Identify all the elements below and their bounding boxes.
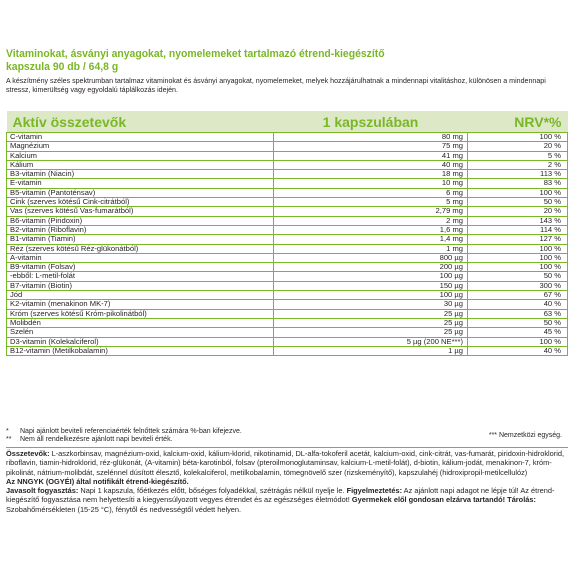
ingredient-amount: 75 mg — [274, 142, 468, 151]
table-row — [7, 235, 568, 244]
ingredient-name: Szelén — [7, 328, 274, 337]
ingredient-nrv: 100 % — [468, 337, 568, 346]
ingredient-name: Króm (szerves kötésű Króm-pikolinátból) — [7, 309, 274, 318]
notification-text — [6, 477, 568, 486]
ingredient-amount: 1 mg — [274, 244, 468, 253]
footnote-text: Napi ajánlott beviteli referenciaérték felnőttek számára %-ban kifejezve. — [20, 428, 242, 435]
ingredient-name: Vas (szerves kötésű Vas-fumarátból) — [7, 207, 274, 216]
ingredient-nrv: 45 % — [468, 328, 568, 337]
table-row — [7, 170, 568, 179]
ingredient-nrv: 67 % — [468, 291, 568, 300]
ingredient-name: Jód — [7, 291, 274, 300]
ingredient-nrv: 40 % — [468, 346, 568, 355]
ogyei-text: Az NNGYK (OGYÉI) által notifikált étrend-kiegészítő. — [6, 476, 189, 486]
ingredient-name: -ebből: L-metil-folát — [7, 272, 274, 281]
ingredient-name: B5-vitamin (Pantoténsav) — [7, 188, 274, 197]
ingredient-name: B2-vitamin (Riboflavin) — [7, 225, 274, 234]
kids-warning: Gyermekek elől gondosan elzárva tartandó! — [351, 495, 506, 505]
footnotes — [6, 428, 568, 448]
ingredient-nrv: 40 % — [468, 300, 568, 309]
table-row — [7, 133, 568, 142]
table-row — [7, 300, 568, 309]
header-nrv: NRV*% — [468, 111, 568, 133]
ingredient-nrv: 127 % — [468, 235, 568, 244]
ingredient-name: Molibdén — [7, 318, 274, 327]
header-active-ingredients: Aktív összetevők — [7, 111, 274, 133]
table-row — [7, 151, 568, 160]
table-row — [7, 216, 568, 225]
footnote-mark: * — [6, 428, 9, 435]
table-body — [7, 133, 568, 356]
ingredient-nrv: 100 % — [468, 244, 568, 253]
ingredient-amount: 6 mg — [274, 188, 468, 197]
header — [6, 48, 568, 95]
table-row — [7, 337, 568, 346]
table-row — [7, 263, 568, 272]
ingredient-name: D3-vitamin (Kolekalciferol) — [7, 337, 274, 346]
ingredient-amount: 5 µg (200 NE***) — [274, 337, 468, 346]
header-per-capsule: 1 kapszulában — [274, 111, 468, 133]
ingredient-amount: 2 mg — [274, 216, 468, 225]
ingredient-nrv: 63 % — [468, 309, 568, 318]
ingredient-name: B6-vitamin (Piridoxin) — [7, 216, 274, 225]
warning-label: Figyelmeztetés: — [346, 486, 403, 496]
table-row — [7, 142, 568, 151]
nutrition-table — [6, 111, 568, 356]
dose-text: Napi 1 kapszula, főétkezés előtt, bőséges folyadékkal, szétrágás nélkül nyelje le. — [78, 486, 347, 496]
ingredient-nrv: 300 % — [468, 281, 568, 290]
usage-paragraph — [6, 486, 568, 514]
ingredient-nrv: 5 % — [468, 151, 568, 160]
footnote-1 — [6, 428, 568, 436]
ingredient-amount: 800 µg — [274, 253, 468, 262]
ingredient-nrv: 100 % — [468, 188, 568, 197]
ingredient-amount: 100 µg — [274, 291, 468, 300]
ingredient-name: B12-vitamin (Metilkobalamin) — [7, 346, 274, 355]
ingredient-name: B7-vitamin (Biotin) — [7, 281, 274, 290]
ingredient-amount: 80 mg — [274, 133, 468, 142]
ingredient-nrv: 50 % — [468, 198, 568, 207]
ingredient-nrv: 20 % — [468, 142, 568, 151]
storage-label: Tárolás: — [505, 495, 536, 505]
ingredients-label: Összetevők: — [6, 449, 50, 458]
ingredient-nrv: 50 % — [468, 272, 568, 281]
product-info — [6, 449, 568, 514]
table-header-row — [7, 111, 568, 133]
ingredient-nrv: 50 % — [468, 318, 568, 327]
ingredient-amount: 5 mg — [274, 198, 468, 207]
storage-text: Szobahőmérsékleten (15-25 °C), fénytől és nedvességtől védett helyen. — [6, 504, 242, 514]
footnote-mark: ** — [6, 436, 12, 443]
ingredient-name: Réz (szerves kötésű Réz-glükonátból) — [7, 244, 274, 253]
ingredient-name: E-vitamin — [7, 179, 274, 188]
ingredient-name: B1-vitamin (Tiamin) — [7, 235, 274, 244]
ingredient-amount: 25 µg — [274, 318, 468, 327]
dose-label: Javasolt fogyasztás: — [6, 486, 79, 496]
ingredient-nrv: 2 % — [468, 160, 568, 169]
ingredient-amount: 10 mg — [274, 179, 468, 188]
divider — [6, 447, 568, 448]
ingredient-amount: 2,79 mg — [274, 207, 468, 216]
table-row — [7, 309, 568, 318]
ingredient-amount: 150 µg — [274, 281, 468, 290]
table-row — [7, 207, 568, 216]
ingredient-amount: 40 mg — [274, 160, 468, 169]
ingredient-amount: 1,4 mg — [274, 235, 468, 244]
table-row — [7, 272, 568, 281]
footnote-2 — [6, 436, 568, 444]
ingredient-name: Magnézium — [7, 142, 274, 151]
product-title: Vitaminokat, ásványi anyagokat, nyomelemeket tartalmazó étrend-kiegészítő — [6, 48, 385, 60]
table-row — [7, 179, 568, 188]
ingredient-amount: 18 mg — [274, 170, 468, 179]
ingredient-nrv: 100 % — [468, 263, 568, 272]
ingredient-amount: 30 µg — [274, 300, 468, 309]
ingredient-nrv: 100 % — [468, 133, 568, 142]
ingredient-amount: 100 µg — [274, 272, 468, 281]
ingredient-nrv: 143 % — [468, 216, 568, 225]
ingredient-nrv: 83 % — [468, 179, 568, 188]
ingredient-amount: 1,6 mg — [274, 225, 468, 234]
ingredient-name: B3-vitamin (Niacin) — [7, 170, 274, 179]
table-row — [7, 253, 568, 262]
ingredients-text: L-aszkorbinsav, magnézium-oxid, kalcium-oxid, kálium-klorid, nikotinamid, DL-alfa-tokoferil acetát, kalcium-oxid, cink-citrát, vas-fumarát, piridoxin-hidroklorid, riboflavin, tiamin-hidroklorid, réz-glükonát, (A-vitamin) béta-karotinból, folsav (pteroilmonoglutaminsav, kalcium-L-metil-folát), d-biotin, kálium-jodát, menakinon-7, króm-pikolinát, nátrium-molibdát, szelénnel dúsított élesztő, kolekalciferol, metilkobalamin, tömegnövelő szer (rizskeményítő), kapszulahéj (hidroxipropil-metilcellulóz) — [6, 449, 565, 477]
table-row — [7, 225, 568, 234]
ingredient-name: Cink (szerves kötésű Cink-citrátból) — [7, 198, 274, 207]
table-row — [7, 318, 568, 327]
table-row — [7, 244, 568, 253]
ingredient-nrv: 114 % — [468, 225, 568, 234]
ingredients-paragraph — [6, 449, 568, 477]
ingredient-amount: 25 µg — [274, 328, 468, 337]
ingredient-name: A-vitamin — [7, 253, 274, 262]
ingredient-name: C-vitamin — [7, 133, 274, 142]
footnote-text: Nem áll rendelkezésre ajánlott napi beviteli érték. — [20, 436, 173, 443]
table-row — [7, 160, 568, 169]
warning-text: Az ajánlott napi adagot ne lépje túl! Az étrend-kiegészítő fogyasztása nem helyettesíti a kiegyensúlyozott vegyes étrendet és az egészséges életmódot! — [6, 486, 555, 505]
table-row — [7, 346, 568, 355]
ingredient-amount: 41 mg — [274, 151, 468, 160]
ingredient-name: Kálium — [7, 160, 274, 169]
ingredient-nrv: 100 % — [468, 253, 568, 262]
ingredient-nrv: 20 % — [468, 207, 568, 216]
footnote-3: *** Nemzetközi egység. — [488, 432, 562, 439]
product-subtitle: kapszula 90 db / 64,8 g — [6, 60, 119, 73]
ingredient-name: K2-vitamin (menakinon MK-7) — [7, 300, 274, 309]
ingredient-name: Kalcium — [7, 151, 274, 160]
ingredient-amount: 1 µg — [274, 346, 468, 355]
table-row — [7, 281, 568, 290]
ingredient-amount: 200 µg — [274, 263, 468, 272]
ingredient-amount: 25 µg — [274, 309, 468, 318]
intro-text: A készítmény széles spektrumban tartalmaz vitaminokat és ásványi anyagokat, nyomelemeket, melyek hozzájárulhatnak a mindennapi vitalitáshoz, különösen a mindennapi stressz, kimerültség vagy egyoldalú táplálkozás idején. — [6, 76, 546, 94]
table-row — [7, 328, 568, 337]
ingredient-nrv: 113 % — [468, 170, 568, 179]
ingredient-name: B9-vitamin (Folsav) — [7, 263, 274, 272]
